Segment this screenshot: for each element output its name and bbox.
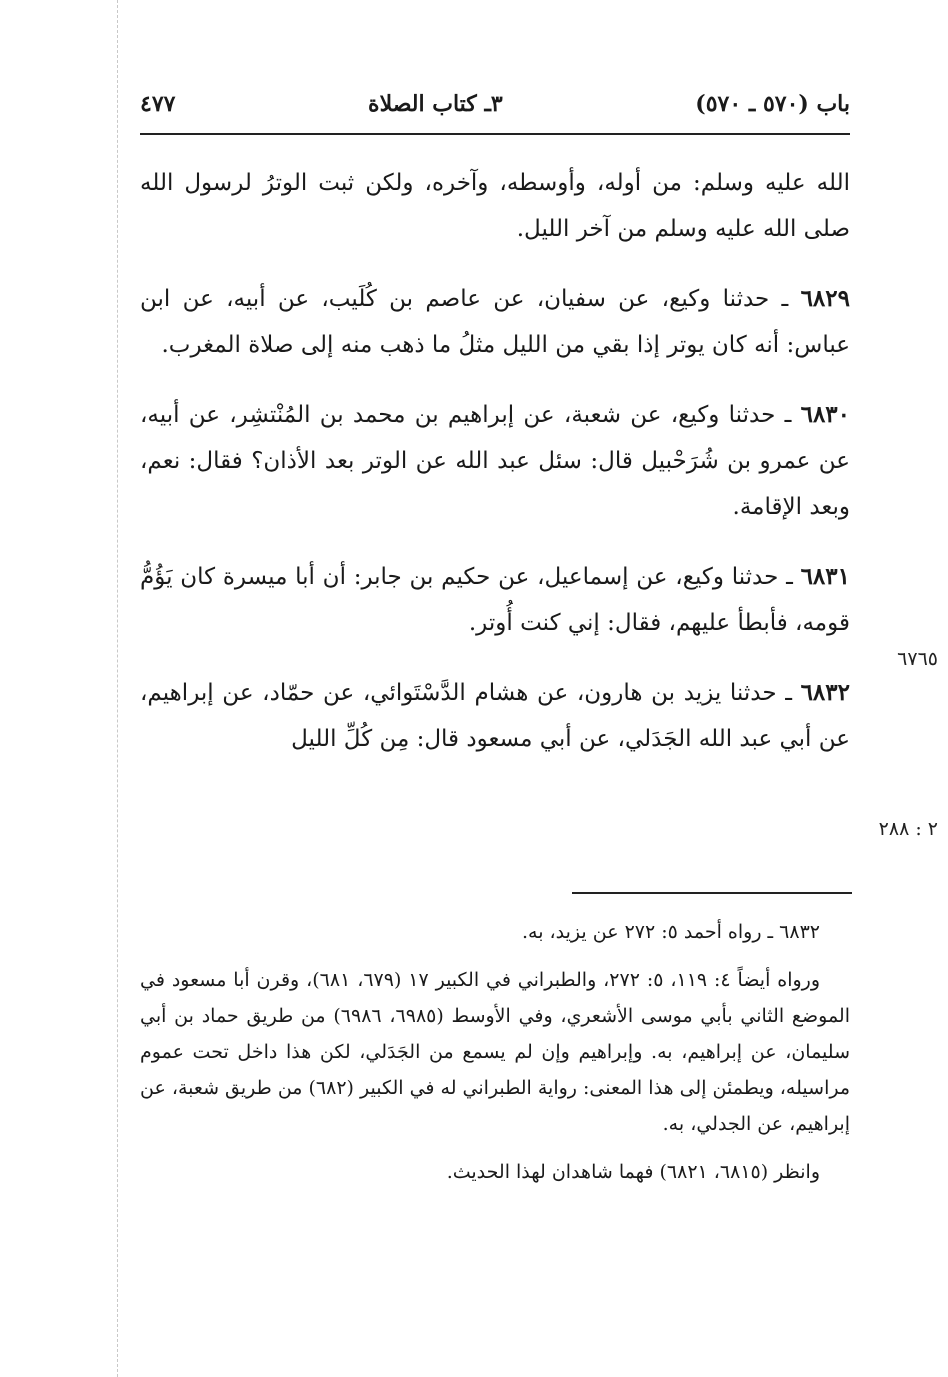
hadith-6831	[140, 554, 850, 646]
footnote-rule	[572, 892, 852, 894]
margin-note-6765: ٦٧٦٥	[897, 648, 938, 670]
footnotes	[140, 914, 850, 1202]
hadith-number: ٦٨٢٩	[800, 285, 850, 312]
footnote-3: وانظر (٦٨١٥، ٦٨٢١) فهما شاهدان لهذا الحديث.	[446, 1161, 820, 1183]
main-text	[140, 160, 850, 786]
hadith-6829	[140, 276, 850, 368]
paragraph-text: الله عليه وسلم: من أوله، وأوسطه، وآخره، ولكن ثبت الوترُ لرسول الله صلى الله عليه وسلم من آخر الليل.	[140, 170, 850, 242]
footnote-1: ٦٨٣٢ ـ رواه أحمد ٥: ٢٧٢ عن يزيد، به.	[521, 921, 820, 943]
hadith-number: ٦٨٣٢	[800, 679, 850, 706]
book-title: ٣ـ كتاب الصلاة	[368, 91, 503, 117]
running-header	[140, 86, 850, 122]
chapter-heading: باب (٥٧٠ ـ ٥٧٠)	[695, 91, 850, 117]
hadith-6830	[140, 392, 850, 530]
hadith-text: ـ حدثنا وكيع، عن سفيان، عن عاصم بن كُلَيب، عن أبيه، عن ابن عباس: أنه كان يوتر إذا بقي من الليل مثلُ ما ذهب منه إلى صلاة المغرب.	[140, 286, 850, 358]
hadith-text: ـ حدثنا وكيع، عن إسماعيل، عن حكيم بن جابر: أن أبا ميسرة كان يَؤُمُّ قومه، فأبطأ عليهم، فقال: إني كنت أُوتر.	[140, 564, 850, 636]
page-edge-line	[117, 0, 118, 1377]
hadith-number: ٦٨٣١	[800, 563, 850, 590]
hadith-text: ـ حدثنا يزيد بن هارون، عن هشام الدَّسْتَوائي، عن حمّاد، عن إبراهيم، عن أبي عبد الله الجَدَلي، عن أبي مسعود قال: مِن كُلِّ الليل	[140, 680, 850, 752]
hadith-text: ـ حدثنا وكيع، عن شعبة، عن إبراهيم بن محمد بن المُنْتشِر، عن أبيه، عن عمرو بن شُرَحْبيل قال: سئل عبد الله عن الوتر بعد الأذان؟ فقال: نعم، وبعد الإقامة.	[140, 402, 850, 520]
page-number: ٤٧٧	[140, 91, 176, 117]
paragraph-continuation	[140, 160, 850, 252]
header-rule	[140, 133, 850, 135]
hadith-6832	[140, 670, 850, 762]
footnote-2: ورواه أيضاً ٤: ١١٩، ٥: ٢٧٢، والطبراني في الكبير ١٧ (٦٧٩، ٦٨١)، وقرن أبا مسعود في الموضع الثاني بأبي موسى الأشعري، وفي الأوسط (٦٩٨٥، ٦٩٨٦) من طريق حماد بن أبي سليمان، عن إبراهيم، به. وإبراهيم وإن لم يسمع من الجَدَلي، لكن هذا داخل تحت عموم مراسيله، ويطمئن إلى هذا المعنى: رواية الطبراني له في الكبير (٦٨٢) من طريق شعبة، عن إبراهيم، عن الجدلي، به.	[140, 969, 851, 1135]
margin-note-volume-page: ٢ : ٢٨٨	[878, 818, 938, 840]
hadith-number: ٦٨٣٠	[800, 401, 851, 428]
